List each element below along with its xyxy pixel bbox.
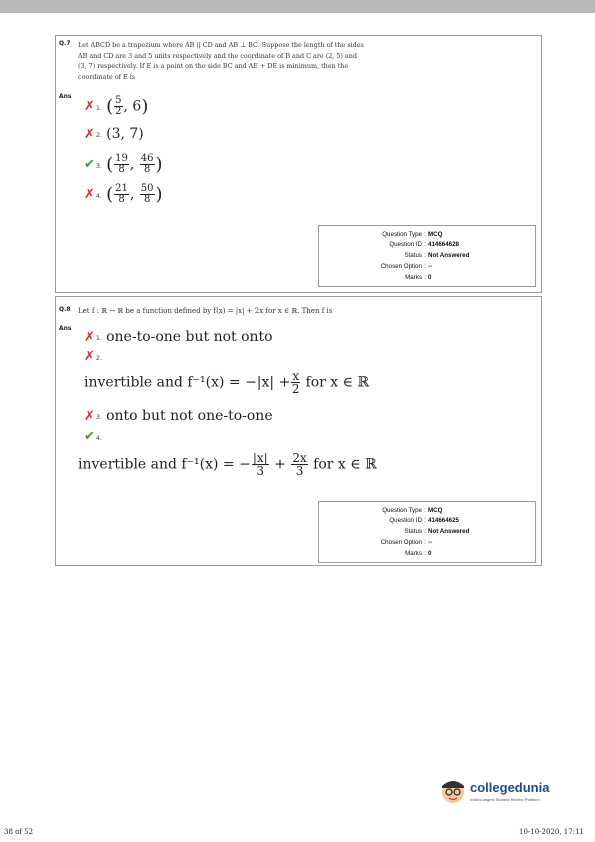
- option-2: ✗ 2.: [84, 349, 103, 364]
- option-4: ✔ 4.: [84, 429, 103, 444]
- option-2-answer: (3, 7): [106, 126, 144, 142]
- question-text: Let f : ℝ → ℝ be a function defined by f(x) = |x| + 2x for x ∈ ℝ. Then f is: [78, 307, 333, 315]
- correct-icon: ✔: [84, 157, 95, 172]
- logo-name: collegedunia: [470, 780, 550, 795]
- ans-label: Ans: [59, 325, 72, 332]
- option-4-answer: ( $\frac{21}{8}$ , $\frac{50}{8}$ ): [106, 183, 163, 205]
- wrong-icon: ✗: [84, 187, 95, 202]
- question-8-box: [55, 296, 542, 566]
- option-3: ✗ 3. onto but not one-to-one: [84, 408, 273, 424]
- collegedunia-mascot-icon: [438, 776, 468, 806]
- question-info-panel: Question Type : MCQ Question ID : 414664625 Status : Not Answered Chosen Option : -- Marks : 0: [318, 501, 536, 563]
- option-4: ✗ 4. ( $\frac{21}{8}$ , $\frac{50}{8}$ ): [84, 183, 163, 205]
- ans-label: Ans: [59, 93, 72, 100]
- question-number: Q.7: [59, 40, 71, 47]
- option-3: ✔ 3. ( $\frac{19}{8}$ , $\frac{46}{8}$ ): [84, 153, 163, 175]
- option-1-answer: one-to-one but not onto: [106, 329, 273, 345]
- wrong-icon: ✗: [84, 329, 95, 345]
- option-3-answer: onto but not one-to-one: [106, 408, 273, 424]
- print-datetime: 10-10-2020, 17:11: [519, 828, 584, 836]
- question-7-box: [55, 35, 542, 293]
- viewer-top-bar: [0, 0, 595, 13]
- wrong-icon: ✗: [84, 126, 95, 142]
- logo-tagline: India's largest Student Review Platform: [470, 797, 540, 802]
- option-1: ✗ 1. ( $\frac{5}{2}$ , 6): [84, 95, 149, 117]
- wrong-icon: ✗: [84, 408, 95, 424]
- option-3-answer: ( $\frac{19}{8}$ , $\frac{46}{8}$ ): [106, 153, 163, 175]
- correct-icon: ✔: [84, 429, 95, 444]
- option-4-answer: invertible and f⁻¹(x) = − $\frac{|x|}{3}$ + $\frac{2x}{3}$ for x ∈ ℝ: [78, 451, 377, 478]
- question-number: Q.8: [59, 306, 71, 313]
- option-1-answer: ( $\frac{5}{2}$ , 6): [106, 95, 149, 117]
- wrong-icon: ✗: [84, 349, 95, 364]
- page-number: 38 of 52: [4, 828, 34, 836]
- wrong-icon: ✗: [84, 99, 95, 114]
- option-1: ✗ 1. one-to-one but not onto: [84, 329, 273, 345]
- option-2: ✗ 2. (3, 7): [84, 126, 144, 142]
- option-2-answer: invertible and f⁻¹(x) = −|x| + $\frac{x}{2}$ for x ∈ ℝ: [84, 369, 370, 396]
- question-info-panel: Question Type : MCQ Question ID : 414664628 Status : Not Answered Chosen Option : -- Marks : 0: [318, 225, 536, 287]
- question-text: Let ABCD be a trapezium where AB || CD and AB ⊥ BC. Suppose the length of the sides AB and CD are 3 and 5 units respectively and the coordinate of B and C are (2, 5) and (3, 7) respectively. If E is a point on the side BC and AE + DE is minimum, then the coordinate of E is: [78, 41, 364, 81]
